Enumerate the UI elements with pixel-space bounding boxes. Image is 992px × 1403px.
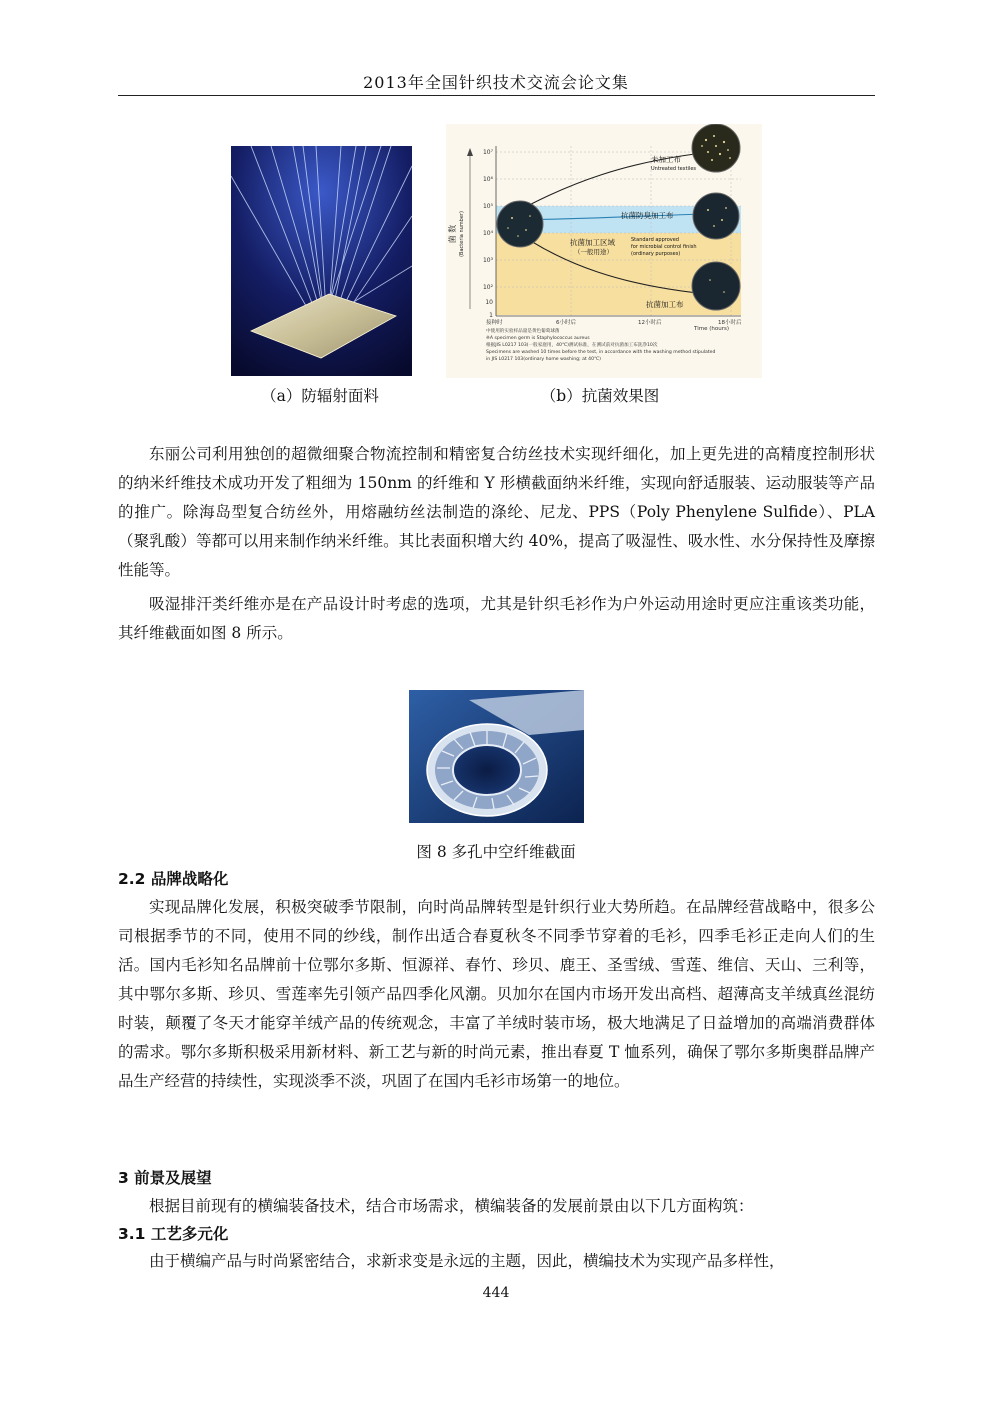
chart-note: 根据JIS L0217 103(一般家庭用，40℃)测试标准，在测试前对抗菌加工布洗净10次	[486, 343, 658, 348]
label-zone-cn: 抗菌加工区域	[570, 238, 615, 247]
petri-dish-treated	[692, 262, 740, 310]
figure-8-caption: 图 8 多孔中空纤维截面	[416, 843, 576, 861]
label-zone-en2: for microbial control finish	[631, 244, 697, 250]
x-tick: 12小时后	[638, 320, 662, 326]
header-rule	[118, 95, 875, 96]
chart-note: in JIS L0217 103(ordinary home washing; at 40℃)	[486, 357, 601, 362]
y-axis-label-cn: 菌 数	[448, 224, 457, 244]
y-tick: 10⁴	[482, 230, 493, 237]
hollow-fiber-cross-section-image	[409, 690, 584, 823]
page-number: 444	[482, 1285, 510, 1301]
label-treated: 抗菌加工布	[646, 300, 684, 309]
y-tick: 10³	[482, 257, 493, 264]
radiation-fabric-image	[231, 146, 412, 376]
section-heading-3-1: 3.1 工艺多元化	[118, 1225, 229, 1243]
petri-dish-untreated	[692, 124, 740, 172]
x-tick: 6小时后	[556, 320, 576, 326]
paragraph-brand-strategy: 实现品牌化发展，积极突破季节限制，向时尚品牌转型是针织行业大势所趋。在品牌经营战略中，很多公司根据季节的不同，使用不同的纱线，制作出适合春夏秋冬不同季节穿着的毛衫，四季毛衫正走向人们的生活。国内毛衫知名品牌前十位鄂尔多斯、恒源祥、春竹、珍贝、鹿王、圣雪绒、雪莲、维信、天山、三利等，其中鄂尔多斯、珍贝、雪莲率先引领产品四季化风潮。贝加尔在国内市场开发出高档、超薄高支羊绒真丝混纺时装，颠覆了冬天才能穿羊绒产品的传统观念，丰富了羊绒时装市场，极大地满足了日益增加的高端消费群体的需求。鄂尔多斯积极采用新材料、新工艺与新的时尚元素，推出春夏 T 恤系列，确保了鄂尔多斯奥群品牌产品生产经营的持续性，实现淡季不淡，巩固了在国内毛衫市场第一的地位。	[118, 898, 875, 1090]
figure-b-caption: （b）抗菌效果图	[540, 387, 660, 405]
paragraph-outlook: 根据目前现有的横编装备技术，结合市场需求，横编装备的发展前景由以下几方面构筑：	[149, 1197, 754, 1215]
y-tick: 10⁵	[482, 203, 493, 210]
running-header: 2013年全国针织技术交流会论文集	[363, 73, 629, 92]
y-tick: 10²	[482, 284, 493, 291]
paragraph-process-diversification: 由于横编产品与时尚紧密结合，求新求变是永远的主题，因此，横编技术为实现产品多样性，	[149, 1252, 785, 1270]
label-zone-en1: Standard approved	[631, 237, 679, 243]
section-heading-3: 3 前景及展望	[118, 1169, 212, 1187]
paragraph-nanofiber: 东丽公司利用独创的超微细聚合物流控制和精密复合纺丝技术实现纤细化，加上更先进的高精度控制形状的纳米纤维技术成功开发了粗细为 150nm 的纤维和 Y 形横截面纳米纤维，实现向舒适服装、运动服装等产品的推广。除海岛型复合纺丝外，用熔融纺丝法制造的涤纶、尼龙、PPS（Poly Phenylene Sulfide）、PLA（聚乳酸）等都可以用来制作纳米纤维。其比表面积增大约 40%，提高了吸湿性、吸水性、水分保持性及摩擦性能等。	[118, 445, 875, 579]
x-tick: 接种时	[486, 320, 503, 326]
paragraph-moisture-wicking: 吸湿排汗类纤维亦是在产品设计时考虑的选项，尤其是针织毛衫作为户外运动用途时更应注重该类功能，其纤维截面如图 8 所示。	[118, 595, 875, 642]
label-untreated-cn: 未加工布	[651, 155, 681, 164]
section-heading-2-2: 2.2 品牌战略化	[118, 870, 229, 888]
y-tick: 10⁶	[482, 176, 493, 183]
label-zone-en3: (ordinary purposes)	[631, 251, 681, 257]
y-axis-label-en: (Bacteria number)	[459, 211, 465, 257]
y-tick: 10⁷	[482, 149, 493, 156]
y-tick: 1	[489, 312, 493, 319]
petri-dish-start	[497, 201, 543, 247]
antibacterial-effect-chart	[446, 124, 762, 378]
label-untreated-en: Untreated textiles	[651, 166, 697, 172]
label-zone-cn2: （一般用途）	[574, 248, 613, 256]
petri-dish-deodorant	[693, 193, 739, 239]
chart-note: ※A specimen germ is Staphylococcus aureus	[486, 336, 590, 341]
chart-note: 中使用的实验样品量是黄色葡萄球菌	[486, 329, 560, 334]
y-tick: 10	[485, 299, 493, 306]
x-tick: 18小时后	[718, 320, 742, 326]
x-axis-unit: Time (hours)	[694, 326, 729, 332]
figure-a-caption: （a）防辐射面料	[261, 387, 379, 405]
label-deodorant: 抗菌防臭加工布	[621, 211, 674, 220]
chart-note: Specimens are washed 10 times before the test, in accordance with the washing method stipulated	[486, 350, 716, 355]
